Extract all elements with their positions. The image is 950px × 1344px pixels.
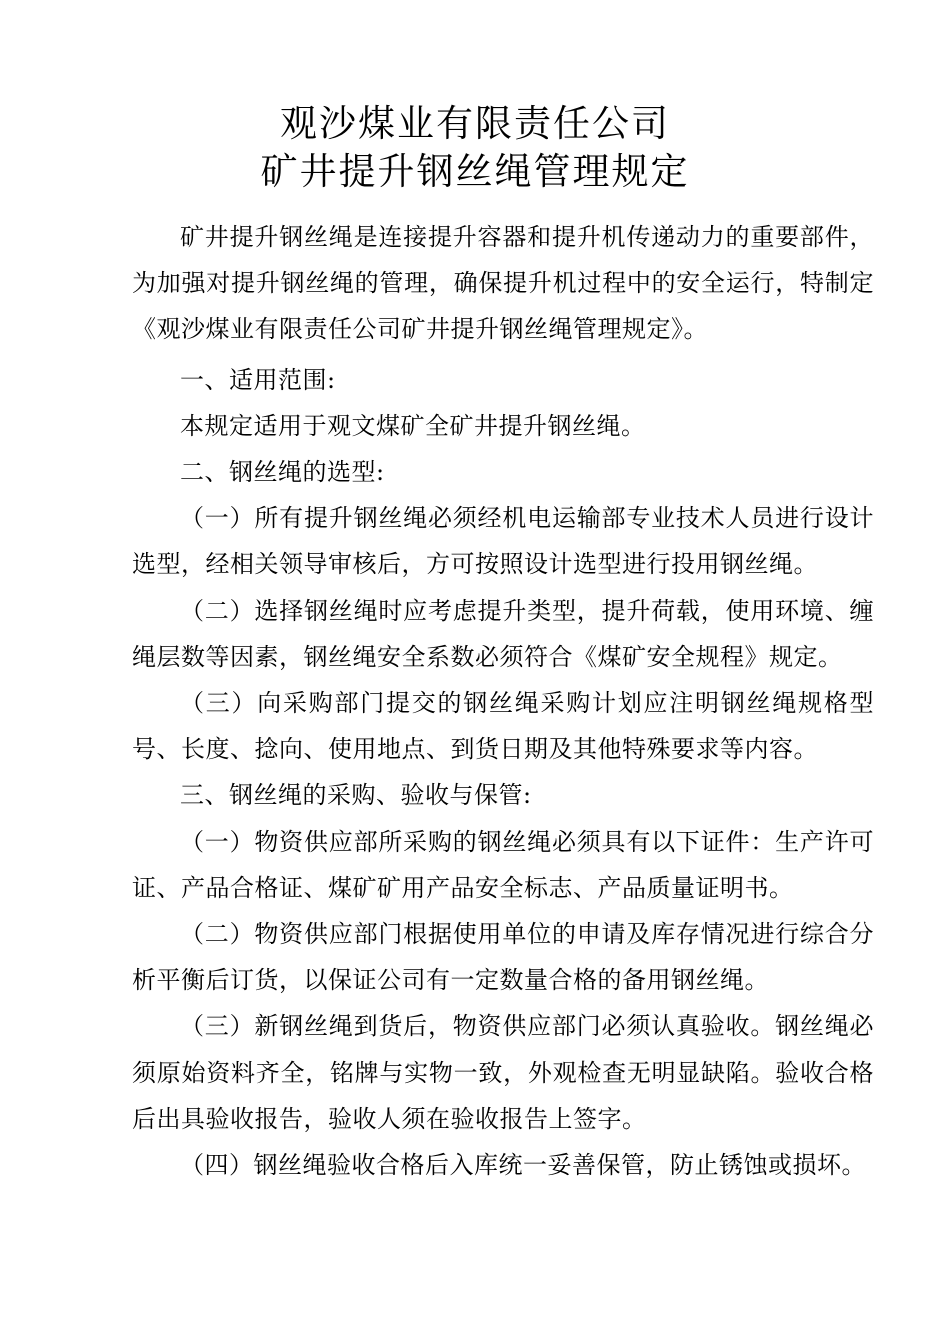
paragraph-procurement-3: （三）新钢丝绳到货后，物资供应部门必须认真验收。钢丝绳必须原始资料齐全，铭牌与实物一致，外观检查无明显缺陷。验收合格后出具验收报告，验收人须在验收报告上签字。 — [132, 1012, 874, 1133]
paragraph-procurement-1: （一）物资供应部所采购的钢丝绳必须具有以下证件：生产许可证、产品合格证、煤矿矿用产品安全标志、产品质量证明书。 — [132, 827, 874, 902]
section-heading-selection: 二、钢丝绳的选型: — [180, 458, 385, 487]
section-heading-scope: 一、适用范围: — [180, 365, 336, 394]
company-title: 观沙煤业有限责任公司 — [280, 102, 670, 145]
paragraph-procurement-2: （二）物资供应部门根据使用单位的申请及库存情况进行综合分析平衡后订货，以保证公司有一定数量合格的备用钢丝绳。 — [132, 920, 874, 995]
section-heading-procurement: 三、钢丝绳的采购、验收与保管: — [180, 781, 532, 810]
paragraph-scope: 本规定适用于观文煤矿全矿井提升钢丝绳。 — [180, 411, 646, 440]
document-body — [132, 214, 874, 1188]
paragraph-selection-1: （一）所有提升钢丝绳必须经机电运输部专业技术人员进行设计选型，经相关领导审核后，方可按照设计选型进行投用钢丝绳。 — [132, 504, 874, 579]
paragraph-selection-2: （二）选择钢丝绳时应考虑提升类型，提升荷载，使用环境、缠绳层数等因素，钢丝绳安全系数必须符合《煤矿安全规程》规定。 — [132, 596, 874, 671]
regulation-title: 矿井提升钢丝绳管理规定 — [260, 150, 690, 193]
paragraph-selection-3: （三）向采购部门提交的钢丝绳采购计划应注明钢丝绳规格型号、长度、捻向、使用地点、到货日期及其他特殊要求等内容。 — [132, 689, 874, 764]
paragraph-procurement-4: （四）钢丝绳验收合格后入库统一妥善保管，防止锈蚀或损坏。 — [180, 1151, 866, 1180]
intro-paragraph: 矿井提升钢丝绳是连接提升容器和提升机传递动力的重要部件，为加强对提升钢丝绳的管理，确保提升机过程中的安全运行，特制定《观沙煤业有限责任公司矿井提升钢丝绳管理规定》。 — [132, 223, 874, 344]
